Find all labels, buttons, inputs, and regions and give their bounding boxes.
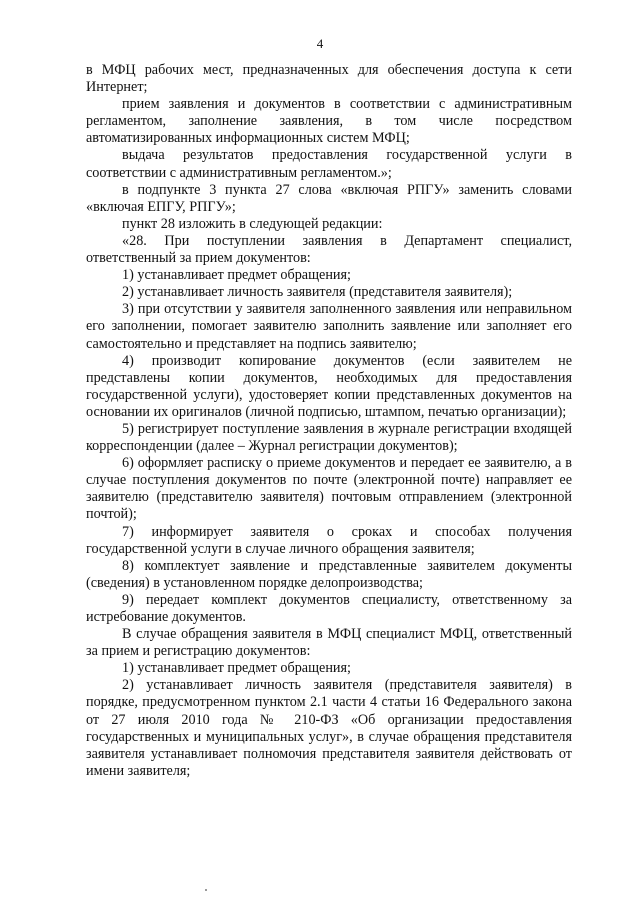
paragraph: 1) устанавливает предмет обращения; — [122, 267, 351, 284]
paragraph: 4) производит копирование документов (если заявителем не представлены копии документов, необходимых для предоставления государственной услуги), удостоверяет копии представленных документов на основании их оригиналов (личной подписью, штампом, печатью организации); — [86, 352, 572, 420]
document-body — [86, 62, 572, 780]
paragraph: 8) комплектует заявление и представленные заявителем документы (сведения) в установленном порядке делопроизводства; — [86, 557, 572, 591]
paragraph: 6) оформляет расписку о приеме документов и передает ее заявителю, а в случае поступления документов по почте (электронной почте) направляет ее заявителю (представителю заявителя) почтовым отправлением (электронной почтой); — [86, 455, 572, 523]
page-number: 4 — [316, 36, 324, 51]
paragraph: прием заявления и документов в соответствии с административным регламентом, заполнение заявления, в том числе посредством автоматизированных информационных систем МФЦ; — [86, 96, 572, 147]
paragraph: В случае обращения заявителя в МФЦ специалист МФЦ, ответственный за прием и регистрацию документов: — [86, 626, 572, 660]
paragraph: в подпункте 3 пункта 27 слова «включая РПГУ» заменить словами «включая ЕПГУ, РПГУ»; — [86, 181, 572, 215]
paragraph: 7) информирует заявителя о сроках и способах получения государственной услуги в случае личного обращения заявителя; — [86, 523, 572, 557]
paragraph: «28. При поступлении заявления в Департамент специалист, ответственный за прием документов: — [86, 232, 572, 267]
paragraph: 2) устанавливает личность заявителя (представителя заявителя); — [122, 284, 513, 301]
paragraph: 2) устанавливает личность заявителя (представителя заявителя) в порядке, предусмотренном пунктом 2.1 части 4 статьи 16 Федерального закона от 27 июля 2010 года № 210-ФЗ «Об организации предоставления государственных и муниципальных услуг», в случае обращения представителя заявителя устанавливает полномочия представителя заявителя действовать от имени заявителя; — [86, 677, 572, 779]
paragraph: выдача результатов предоставления государственной услуги в соответствии с административным регламентом.»; — [86, 147, 572, 181]
scan-speck — [205, 889, 207, 891]
paragraph: 9) передает комплект документов специалисту, ответственному за истребование документов. — [86, 591, 572, 625]
paragraph: 3) при отсутствии у заявителя заполненного заявления или неправильном его заполнении, помогает заявителю заполнить заявление или заполняет его самостоятельно и представляет на подпись заявителю; — [86, 301, 572, 352]
paragraph: в МФЦ рабочих мест, предназначенных для обеспечения доступа к сети Интернет; — [86, 62, 572, 96]
paragraph: 1) устанавливает предмет обращения; — [122, 660, 351, 677]
paragraph: пункт 28 изложить в следующей редакции: — [122, 215, 383, 232]
paragraph: 5) регистрирует поступление заявления в журнале регистрации входящей корреспонденции (далее – Журнал регистрации документов); — [86, 420, 572, 455]
